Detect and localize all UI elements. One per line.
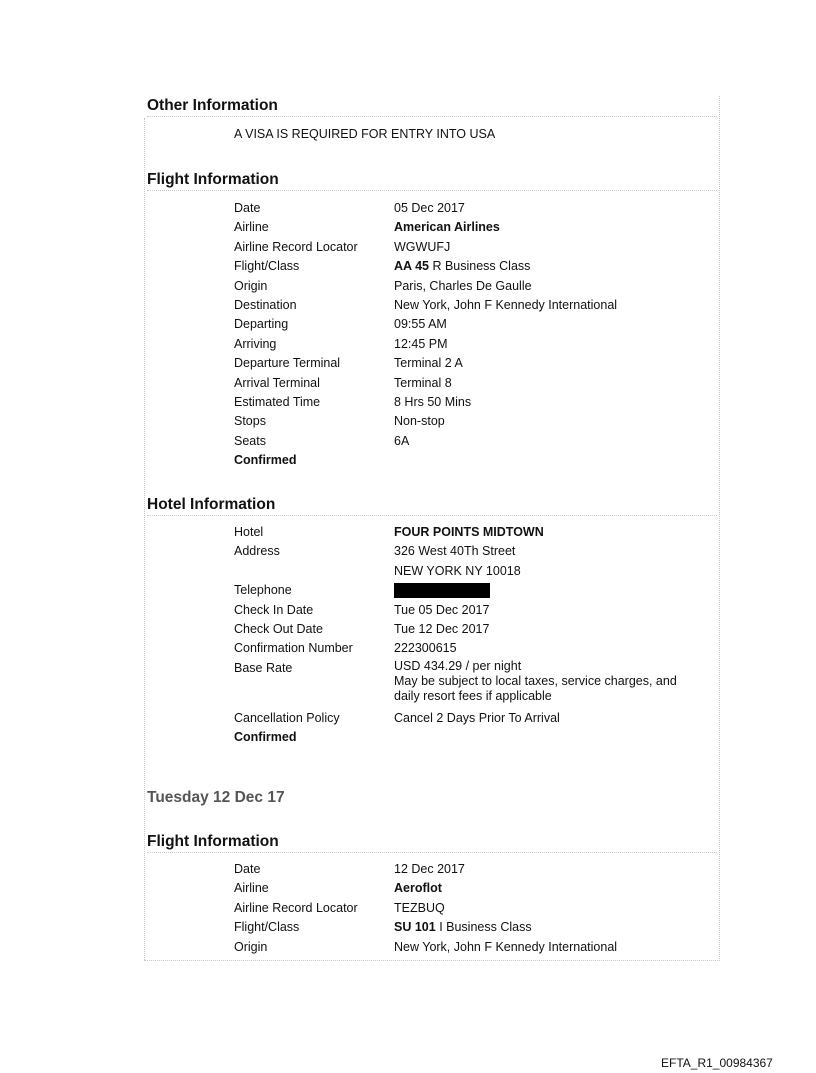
hotel-name: FOUR POINTS MIDTOWN bbox=[394, 525, 544, 539]
airline-name: Aeroflot bbox=[394, 881, 442, 896]
day-heading: Tuesday 12 Dec 17 bbox=[147, 789, 285, 806]
redacted-telephone bbox=[394, 583, 490, 598]
flight-information-title: Flight Information bbox=[147, 171, 717, 191]
flight-information-title-2: Flight Information bbox=[147, 833, 717, 853]
other-information-title: Other Information bbox=[147, 97, 717, 117]
rate-note-line-2: daily resort fees if applicable bbox=[394, 688, 552, 703]
flight-number: AA 45 bbox=[394, 259, 429, 274]
confirmed-status: Confirmed bbox=[234, 730, 297, 745]
flight-number: SU 101 bbox=[394, 920, 436, 935]
itinerary-frame-left bbox=[144, 118, 145, 960]
rate-note-line-1: May be subject to local taxes, service charges, and bbox=[394, 673, 677, 688]
hotel-information-title: Hotel Information bbox=[147, 496, 717, 516]
confirmed-status: Confirmed bbox=[234, 453, 297, 468]
base-rate: USD 434.29 / per night bbox=[394, 658, 522, 673]
airline-name: American Airlines bbox=[394, 220, 500, 235]
visa-note: A VISA IS REQUIRED FOR ENTRY INTO USA bbox=[234, 127, 496, 141]
document-id: EFTA_R1_00984367 bbox=[661, 1056, 773, 1070]
